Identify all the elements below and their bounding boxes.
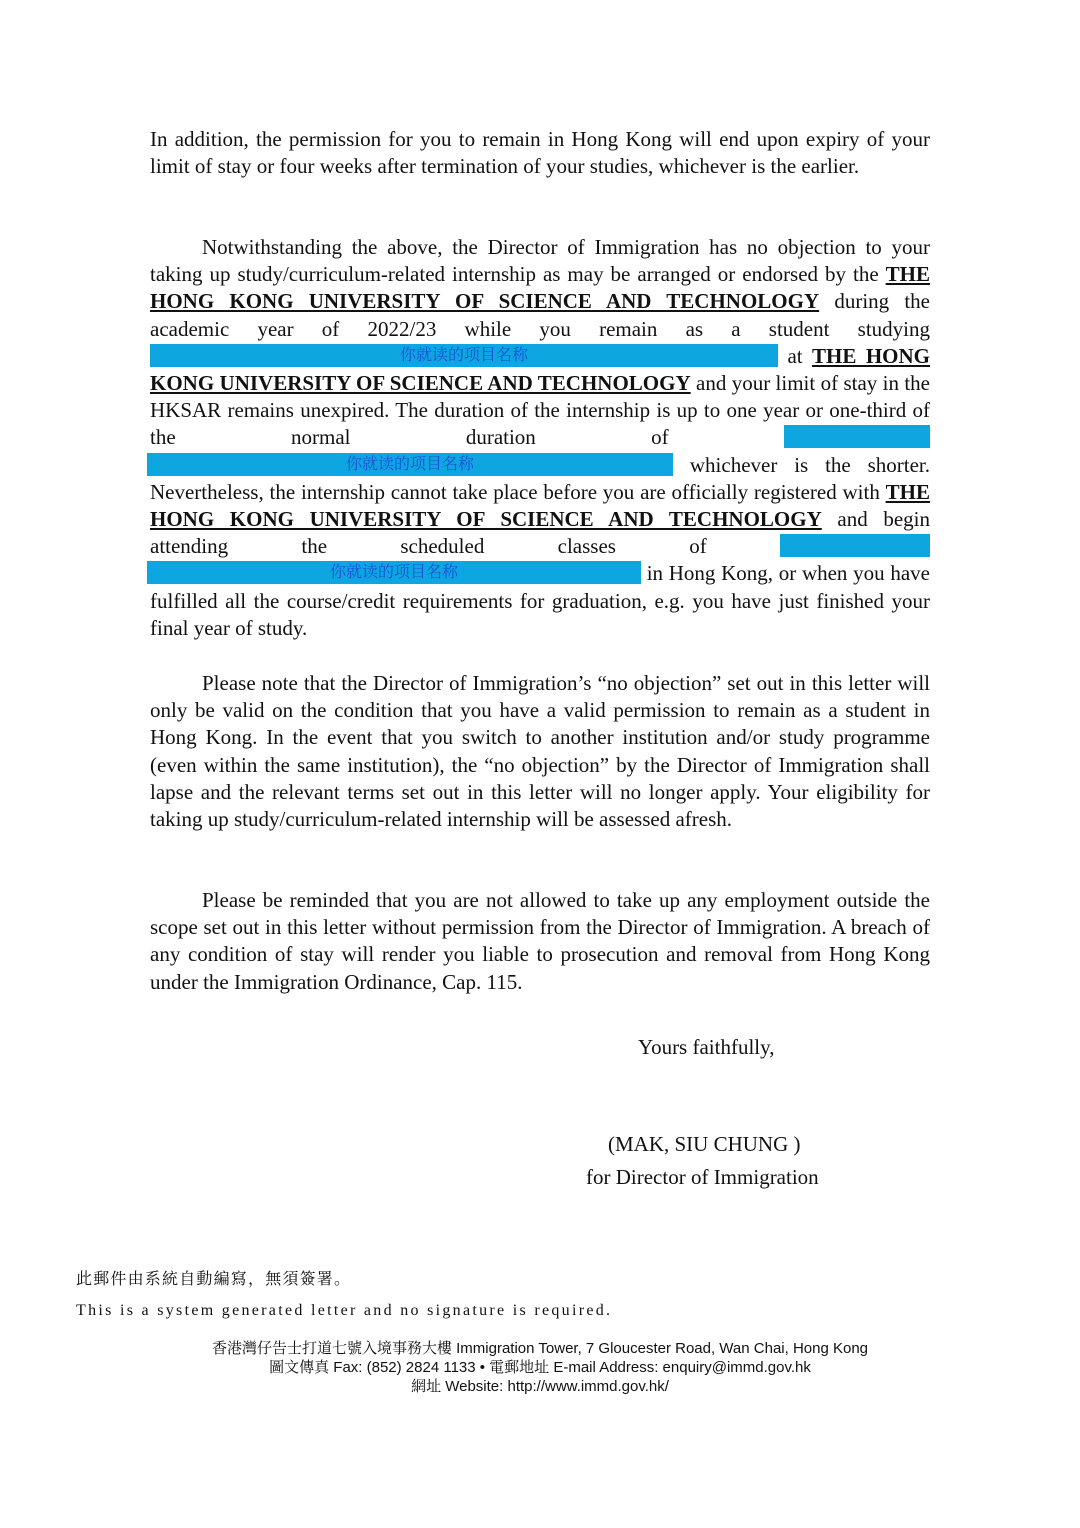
- university-name: THE HONG KONG UNIVERSITY OF SCIENCE AND TECHNOLOGY: [150, 343, 930, 396]
- paragraph-3-text: Please note that the Director of Immigration’s “no objection” set out in this letter will only be valid on the condition that you have a valid permission to remain as a student in Hong Kong. In the event that you switch to another institution and/or study programme (even within the same institution), the “no objection” by the Director of Immigration shall lapse and the relevant terms set out in this letter will no longer apply. Your eligibility for taking up study/curriculum-related internship will be assessed afresh.: [150, 671, 930, 832]
- footer-contact: 圖文傳真 Fax: (852) 2824 1133 • 電郵地址 E-mail Address: enquiry@immd.gov.hk: [269, 1359, 811, 1376]
- paragraph-2-text-7: in Hong Kong, or when you have fulfilled all the course/credit requirements for graduation, e.g. you have just finished your final year of study.: [150, 561, 930, 640]
- paragraph-no-objection: [150, 670, 930, 833]
- paragraph-2-text-1: Notwithstanding the above, the Director of Immigration has no objection to your taking up study/curriculum-related internship as may be arranged or endorsed by the: [150, 235, 930, 287]
- paragraph-2-text-4: and your limit of stay in the HKSAR remains unexpired. The duration of the internship is up to one year or one-third of the normal duration of: [150, 371, 930, 450]
- signatory-title: for Director of Immigration: [586, 1165, 819, 1189]
- paragraph-1-text: In addition, the permission for you to remain in Hong Kong will end upon expiry of your limit of stay or four weeks after termination of your studies, whichever is the earlier.: [150, 127, 930, 179]
- paragraph-2-text-5: whichever is the shorter. Nevertheless, the internship cannot take place before you are officially registered with: [150, 452, 930, 504]
- footer-website: 網址 Website: http://www.immd.gov.hk/: [411, 1378, 669, 1395]
- redacted-programme-name-part: [784, 425, 930, 448]
- redacted-programme-name-part: [780, 534, 930, 557]
- system-note-chinese: 此郵件由系統自動編寫，無須簽署。: [76, 1269, 352, 1288]
- paragraph-employment-warning: [150, 887, 930, 996]
- closing-salutation: Yours faithfully,: [638, 1035, 775, 1059]
- university-name: THE HONG KONG UNIVERSITY OF SCIENCE AND TECHNOLOGY: [150, 262, 930, 314]
- paragraph-4-text: Please be reminded that you are not allowed to take up any employment outside the scope set out in this letter without permission from the Director of Immigration. A breach of any condition of stay will render you liable to prosecution and removal from Hong Kong under the Immigration Ordinance, Cap. 115.: [150, 888, 930, 994]
- footer-address: 香港灣仔告士打道七號入境事務大樓 Immigration Tower, 7 Gloucester Road, Wan Chai, Hong Kong: [211, 1340, 869, 1357]
- paragraph-2-text-2: during the academic year of 2022/23 while you remain as a student studying: [150, 289, 931, 341]
- paragraph-2-text-6: and begin attending the scheduled classes of: [150, 507, 930, 559]
- paragraph-internship: [150, 234, 930, 642]
- university-name: THE HONG KONG UNIVERSITY OF SCIENCE AND TECHNOLOGY: [150, 479, 930, 532]
- paragraph-2-text-3: at: [787, 343, 813, 368]
- system-note-english: This is a system generated letter and no signature is required.: [76, 1302, 613, 1319]
- paragraph-limit-of-stay: [150, 126, 930, 180]
- redacted-programme-name: 你就读的项目名称: [147, 561, 641, 584]
- redacted-programme-name: 你就读的项目名称: [147, 453, 673, 476]
- redacted-programme-name: 你就读的项目名称: [150, 344, 778, 367]
- signatory-name: (MAK, SIU CHUNG ): [608, 1132, 801, 1156]
